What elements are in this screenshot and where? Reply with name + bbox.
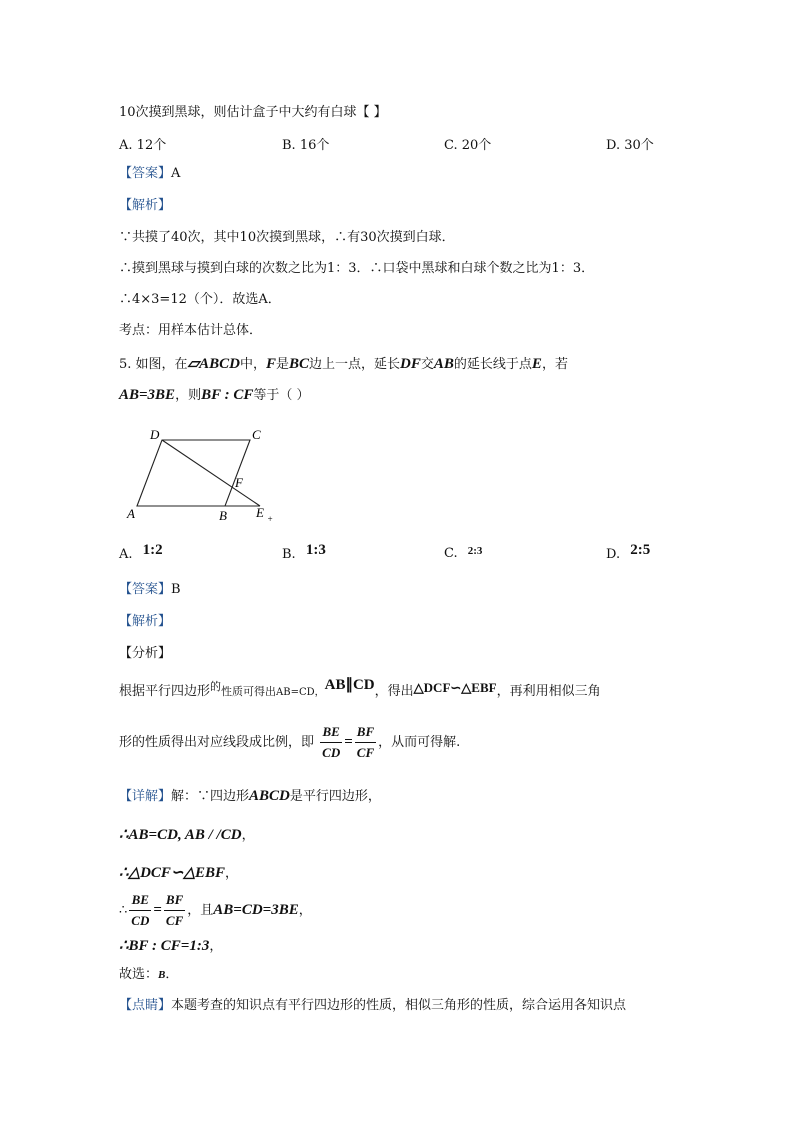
label-e: E <box>256 505 264 520</box>
text: ，且 <box>187 903 214 918</box>
q5-option-a <box>119 542 163 563</box>
text: ，得出 <box>374 684 414 699</box>
text: 中， <box>239 357 266 372</box>
text: ， <box>241 828 255 843</box>
math: △DCF∽△EBF <box>413 680 497 695</box>
q5-option-c <box>444 546 482 561</box>
option-key: A. <box>119 138 133 153</box>
denominator: CD <box>322 745 341 760</box>
text: 是 <box>275 357 289 372</box>
q5-option-d <box>606 542 651 563</box>
label-a: A <box>127 506 135 521</box>
parallelogram-symbol: ▱ABCD <box>187 356 240 372</box>
parallelogram-abcd <box>137 440 250 506</box>
q5-step-5 <box>119 966 178 984</box>
math: ABCD <box>249 788 290 804</box>
text: 交 <box>420 357 434 372</box>
text: 根据平行四边形 <box>119 684 211 699</box>
option-key: A. <box>119 547 133 562</box>
dianjing-tag: 【点睛】 <box>119 998 172 1013</box>
math: ∴AB=CD, AB / /CD <box>119 827 242 843</box>
math: F <box>265 356 276 372</box>
math: E <box>531 356 542 372</box>
answer-tag: 【答案】 <box>119 582 172 597</box>
math: ∴BF : CF=1:3 <box>119 938 210 954</box>
text: 边上一点，延长 <box>309 357 401 372</box>
text: 的 <box>210 680 222 693</box>
q4-answer <box>119 165 180 183</box>
q5-analysis-tag: 【解析】 <box>119 614 172 629</box>
text: 性质可得出 <box>221 685 277 698</box>
q5-option-b <box>282 542 326 563</box>
fraction-be-cd <box>320 722 342 763</box>
numerator: BE <box>320 722 342 743</box>
text: AB=CD， <box>276 687 325 698</box>
option-key: D. <box>606 547 621 562</box>
text: ， <box>298 903 312 918</box>
text: 故选： <box>119 967 159 982</box>
q5-analysis-line-1 <box>119 677 601 702</box>
text: 形的性质得出对应线段成比例，即 <box>119 735 315 750</box>
math: BC <box>289 356 310 372</box>
question-number: 5. <box>119 357 132 372</box>
text: ，从而可得解. <box>378 735 461 750</box>
q4-option-b <box>282 134 329 153</box>
text: 如图，在 <box>135 357 188 372</box>
text: ， <box>209 939 223 954</box>
option-text: 1:2 <box>142 542 163 558</box>
detail-tag: 【详解】 <box>119 789 172 804</box>
q5-fenxi-tag: 【分析】 <box>119 646 172 661</box>
label-f: F <box>235 475 243 490</box>
option-text: 12个 <box>136 138 167 153</box>
label-c: C <box>252 427 261 442</box>
q4-solution-line-3: ∴4×3=12（个）．故选A． <box>119 292 281 307</box>
option-key: B. <box>282 138 296 153</box>
q5-stem-line-2 <box>119 386 309 405</box>
parallelogram-figure <box>120 420 290 530</box>
q4-solution-line-4: 考点：用样本估计总体． <box>119 323 263 338</box>
q5-stem-line-1 <box>119 355 568 374</box>
math: AB <box>433 356 454 372</box>
q4-stem: 10次摸到黑球，则估计盒子中大约有白球【 】 <box>119 105 387 120</box>
option-text: 2:5 <box>630 542 651 558</box>
math: AB=CD=3BE <box>213 902 299 918</box>
denominator: CF <box>356 745 375 760</box>
fraction-bf-cf <box>164 890 185 931</box>
option-text: 2:3 <box>467 545 483 557</box>
math: DF <box>400 356 421 372</box>
equals: = <box>153 902 162 918</box>
text: ∴ <box>119 903 128 918</box>
q5-dianjing <box>119 997 626 1015</box>
option-key: C. <box>444 138 458 153</box>
text: ，再利用相似三角 <box>496 684 601 699</box>
text: ，若 <box>541 357 568 372</box>
q4-solution-line-1: ∵共摸了40次，其中10次摸到黑球，∴有30次摸到白球． <box>119 230 455 245</box>
math: BF : CF <box>201 387 254 403</box>
label-b: B <box>219 508 227 523</box>
mark-plus: + <box>267 514 274 524</box>
fraction-bf-cf <box>355 722 376 763</box>
fraction-be-cd <box>129 890 151 931</box>
q5-analysis-line-2 <box>119 722 460 763</box>
numerator: BE <box>129 890 151 911</box>
numerator: BF <box>355 722 376 743</box>
q5-answer <box>119 581 181 599</box>
option-key: C. <box>444 546 458 561</box>
q5-step-4 <box>119 937 222 956</box>
text: 是平行四边形， <box>289 789 381 804</box>
q5-step-1 <box>119 826 255 845</box>
text: 等于（ ） <box>253 388 310 403</box>
denominator: CD <box>131 913 150 928</box>
text: ，则 <box>175 388 202 403</box>
text: 本题考查的知识点有平行四边形的性质，相似三角形的性质，综合运用各知识点 <box>171 998 627 1013</box>
option-key: D. <box>606 138 621 153</box>
option-text: 16个 <box>299 138 330 153</box>
q5-step-3 <box>119 890 312 931</box>
text: ， <box>225 866 239 881</box>
numerator: BF <box>164 890 185 911</box>
option-text: 20个 <box>461 138 492 153</box>
math: AB=3BE <box>119 387 176 403</box>
option-key: B. <box>282 547 296 562</box>
label-d: D <box>150 427 160 442</box>
denominator: CF <box>165 913 184 928</box>
q4-option-a <box>119 134 166 153</box>
math: B <box>158 969 166 981</box>
answer-tag: 【答案】 <box>119 166 172 181</box>
option-text: 30个 <box>624 138 654 153</box>
math: AB∥CD <box>324 677 375 693</box>
q4-analysis-tag: 【解析】 <box>119 198 172 213</box>
answer-value: B <box>171 582 181 597</box>
equals: = <box>344 734 353 750</box>
q4-solution-line-2: ∴摸到黑球与摸到白球的次数之比为1：3．∴口袋中黑球和白球个数之比为1：3． <box>119 261 595 276</box>
answer-value: A <box>171 166 181 181</box>
segment-de <box>162 440 260 506</box>
q4-option-d <box>606 134 654 153</box>
text: 解：∵四边形 <box>171 789 250 804</box>
q4-option-c <box>444 134 491 153</box>
q5-detail-line-1 <box>119 787 381 806</box>
text: ． <box>165 967 179 982</box>
option-text: 1:3 <box>305 542 326 558</box>
q5-step-2 <box>119 864 238 883</box>
text: 的延长线于点 <box>453 357 532 372</box>
math: ∴△DCF∽△EBF <box>119 865 226 881</box>
